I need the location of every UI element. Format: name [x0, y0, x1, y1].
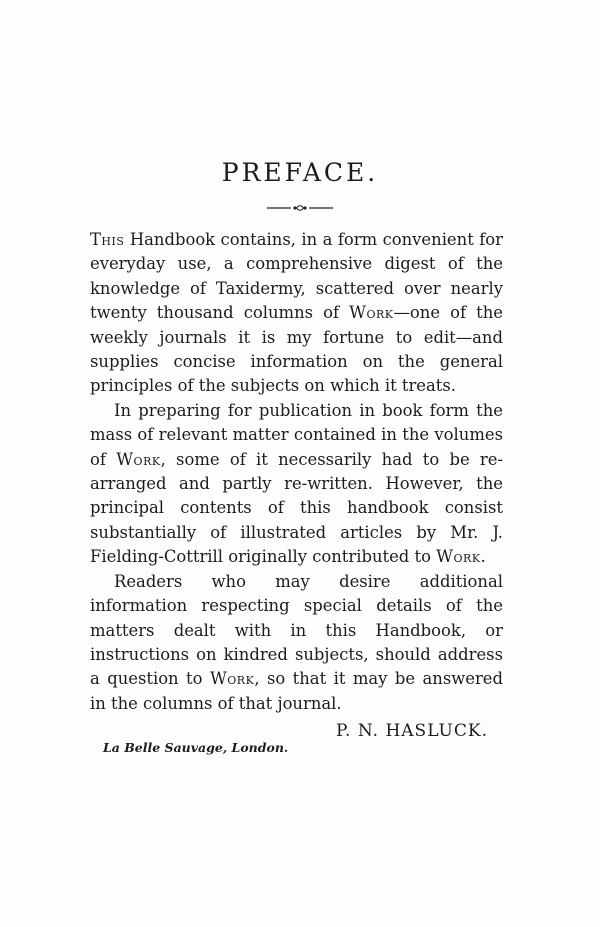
preface-paragraph-3: Readers who may desire additional information respecting special details of the matters dealt with in this Handbook, or instructions on kindred subjects, should address a question to Work, so that it may be answered in the columns of that journal. — [90, 571, 503, 713]
decorative-rule-icon — [265, 203, 335, 213]
preface-paragraph-1: This Handbook contains, in a form convenient for everyday use, a comprehensive digest of the knowledge of Taxidermy, scattered over nearly twenty thousand columns of Work—one of the weekly journals it is my fortune to edit—and supplies concise information on the general principles of the subjects on which it treats. — [90, 230, 503, 396]
author-signature: P. N. HASLUCK. — [336, 721, 488, 741]
journal-name: Work — [116, 449, 161, 469]
lead-word: This — [90, 230, 125, 249]
preface-paragraph-2: In preparing for publication in book form the mass of relevant matter contained in the volumes of Work, some of it necessarily had to be rearranged and partly re-written. However, the principal contents of this handbook consist substantially of illustrated articles by Mr. J. Fielding-Cottrill originally contributed to Work. — [90, 400, 503, 567]
preface-body — [90, 228, 503, 716]
journal-name: Work — [436, 547, 481, 567]
page-title: PREFACE. — [221, 158, 379, 187]
journal-name: Work — [209, 669, 255, 689]
place-line: La Belle Sauvage, London. — [103, 740, 289, 755]
journal-name: Work — [349, 303, 394, 323]
